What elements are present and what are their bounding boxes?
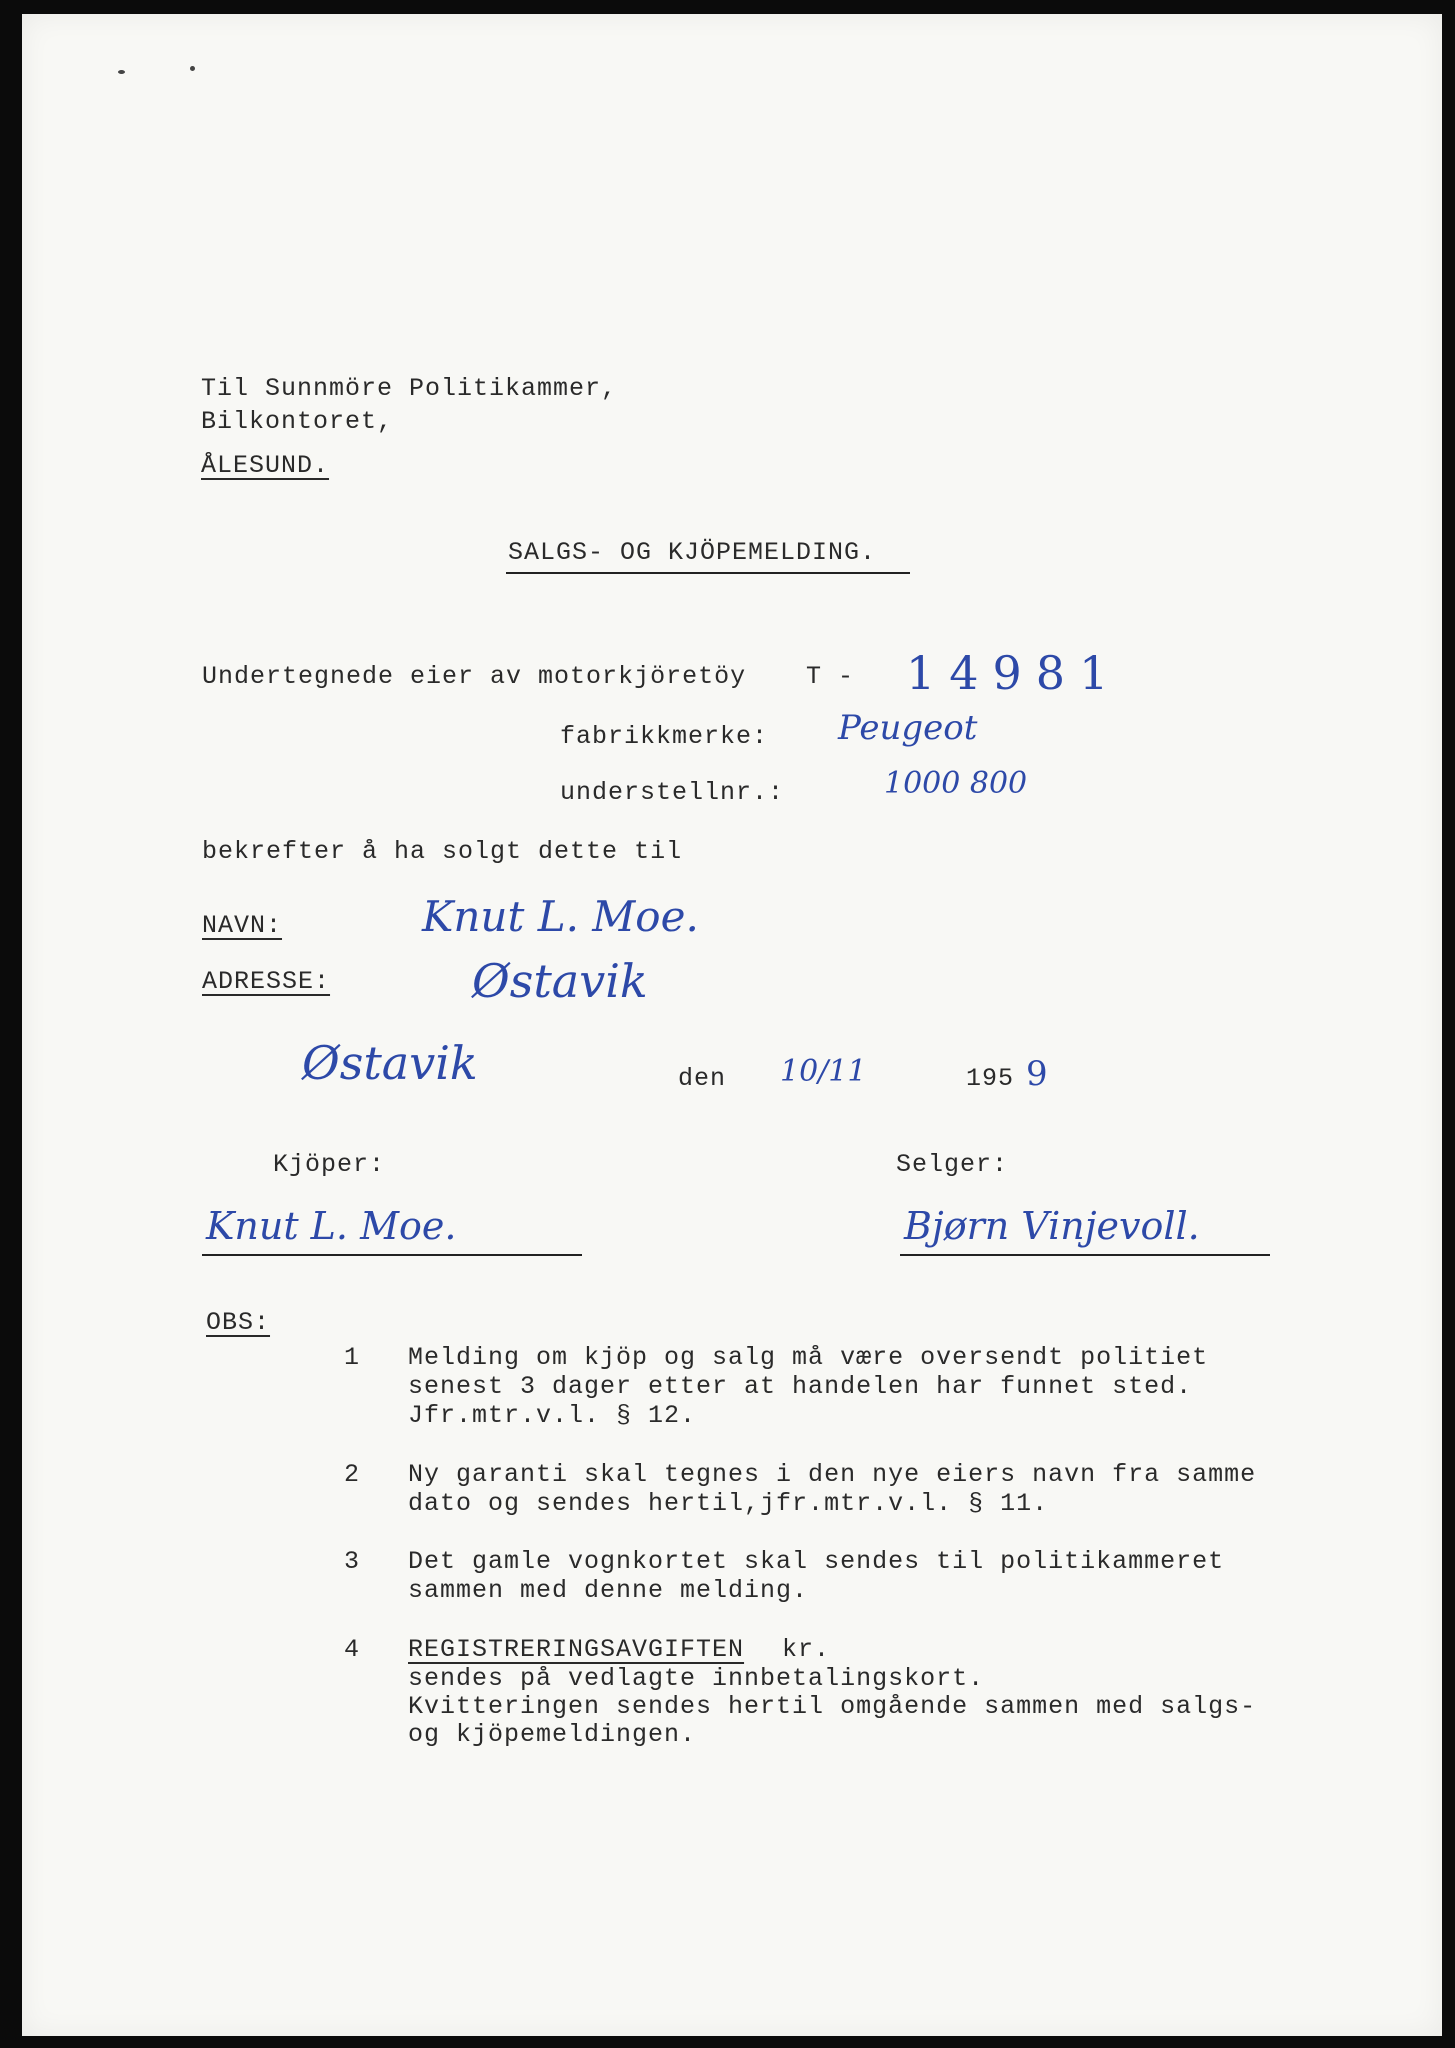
name-label: NAVN: bbox=[202, 911, 283, 940]
note-1-number: 1 bbox=[344, 1343, 361, 1372]
note-4-line-2: Kvitteringen sendes hertil omgående sammen med salgs- bbox=[408, 1692, 1257, 1721]
make-handwritten: Peugeot bbox=[838, 708, 978, 748]
recipient-line-2: Bilkontoret, bbox=[201, 407, 394, 436]
seller-signature: Bjørn Vinjevoll. bbox=[904, 1204, 1200, 1248]
note-4-number: 4 bbox=[344, 1635, 361, 1664]
confirm-text: bekrefter å ha solgt dette til bbox=[202, 837, 683, 866]
note-4-line-1: sendes på vedlagte innbetalingskort. bbox=[408, 1664, 985, 1693]
note-2-line-1: Ny garanti skal tegnes i den nye eiers navn fra samme bbox=[408, 1460, 1257, 1489]
recipient-city: ÅLESUND. bbox=[201, 451, 330, 480]
date-handwritten: 10/11 bbox=[780, 1054, 867, 1089]
year-printed: 195 bbox=[966, 1064, 1015, 1093]
name-handwritten: Knut L. Moe. bbox=[422, 892, 699, 941]
note-1-line-1: Melding om kjöp og salg må være oversendt politiet bbox=[408, 1343, 1209, 1372]
buyer-signature: Knut L. Moe. bbox=[206, 1204, 457, 1248]
note-3-number: 3 bbox=[344, 1547, 361, 1576]
note-1-line-2: senest 3 dager etter at handelen har funnet sted. bbox=[408, 1372, 1193, 1401]
note-3-line-1: Det gamle vognkortet skal sendes til politikammeret bbox=[408, 1547, 1225, 1576]
chassis-handwritten: 1000 800 bbox=[884, 766, 1028, 801]
note-2-number: 2 bbox=[344, 1460, 361, 1489]
title-underline bbox=[506, 572, 910, 574]
seller-label: Selger: bbox=[896, 1150, 1009, 1179]
address-label: ADRESSE: bbox=[202, 967, 331, 996]
note-1-line-3: Jfr.mtr.v.l. § 12. bbox=[408, 1401, 697, 1430]
document-page bbox=[22, 14, 1442, 2036]
reg-number-handwritten: 14981 bbox=[906, 646, 1123, 700]
chassis-label: understellnr.: bbox=[560, 778, 785, 807]
obs-label: OBS: bbox=[206, 1308, 271, 1337]
place-handwritten: Østavik bbox=[302, 1036, 478, 1090]
paper-speck bbox=[190, 66, 195, 71]
recipient-line-1: Til Sunnmöre Politikammer, bbox=[201, 374, 618, 403]
year-handwritten-digit: 9 bbox=[1026, 1054, 1048, 1094]
make-label: fabrikkmerke: bbox=[560, 722, 769, 751]
owner-label: Undertegnede eier av motorkjöretöy bbox=[202, 662, 747, 691]
document-title: SALGS- OG KJÖPEMELDING. bbox=[508, 538, 877, 567]
note-4-heading: REGISTRERINGSAVGIFTEN bbox=[408, 1635, 745, 1664]
seller-signature-line bbox=[900, 1254, 1270, 1256]
address-handwritten: Østavik bbox=[472, 954, 648, 1008]
reg-prefix: T - bbox=[806, 662, 855, 691]
note-4-heading-suffix: kr. bbox=[782, 1635, 831, 1664]
buyer-label: Kjöper: bbox=[273, 1150, 386, 1179]
note-2-line-2: dato og sendes hertil,jfr.mtr.v.l. § 11. bbox=[408, 1489, 1049, 1518]
den-label: den bbox=[678, 1064, 727, 1093]
paper-speck bbox=[118, 70, 125, 74]
buyer-signature-line bbox=[202, 1254, 582, 1256]
note-4-line-3: og kjöpemeldingen. bbox=[408, 1720, 697, 1749]
note-3-line-2: sammen med denne melding. bbox=[408, 1576, 809, 1605]
